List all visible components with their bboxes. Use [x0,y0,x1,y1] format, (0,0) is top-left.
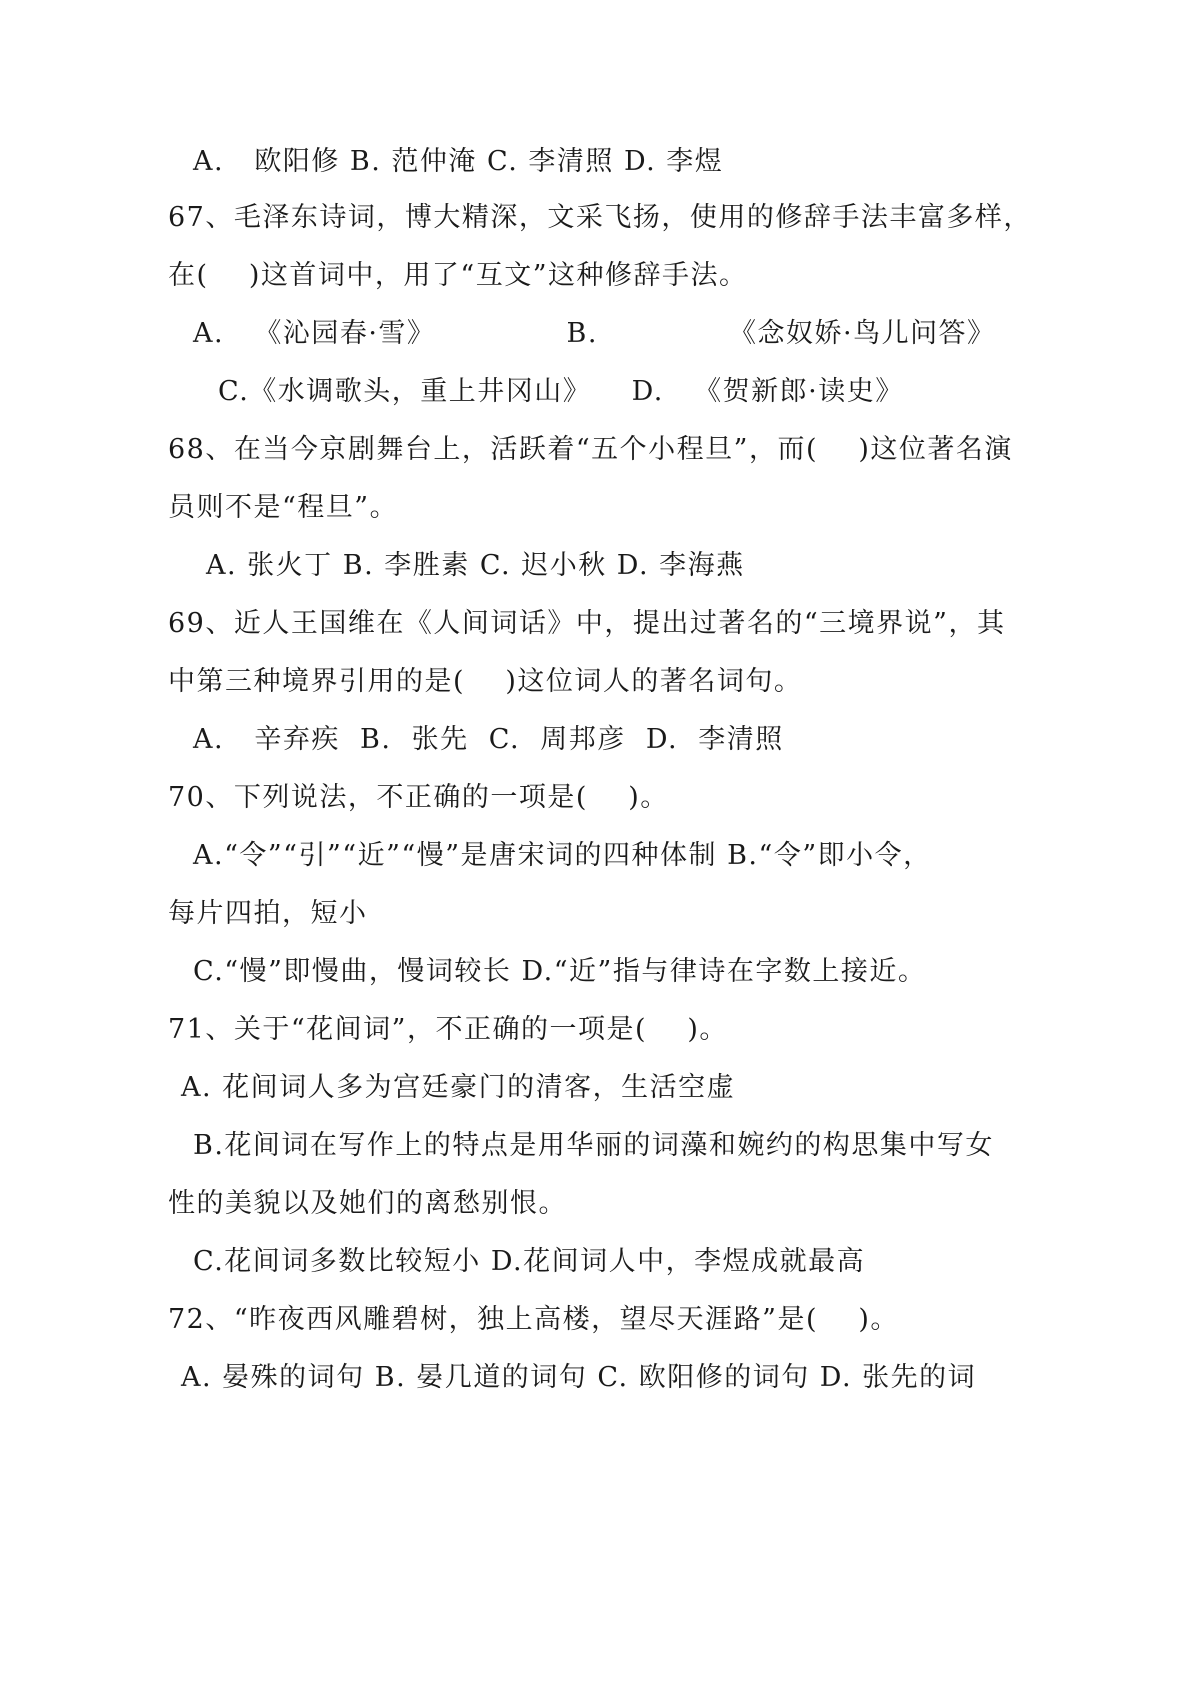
q70-stem: 70、下列说法，不正确的一项是( )。 [168,782,669,813]
q67-options-cd: C.《水调歌头，重上井冈山》 D. 《贺新郎·读史》 [218,376,904,407]
q68-stem-line-2: 员则不是“程旦”。 [168,492,399,523]
q67-stem-line-2: 在( )这首词中，用了“互文”这种修辞手法。 [168,260,748,291]
q72-options: A. 晏殊的词句 B. 晏几道的词句 C. 欧阳修的词句 D. 张先的词 [181,1362,977,1393]
q71-options-cd: C.花间词多数比较短小 D.花间词人中，李煜成就最高 [193,1246,866,1277]
q67-stem-line-1: 67、毛泽东诗词，博大精深，文采飞扬，使用的修辞手法丰富多样， [168,202,1032,233]
q69-options: A. 辛弃疾 B. 张先 C. 周邦彦 D. 李清照 [193,724,784,755]
q70-options-line-3: C.“慢”即慢曲，慢词较长 D.“近”指与律诗在字数上接近。 [193,956,927,987]
q66-options: A. 欧阳修 B. 范仲淹 C. 李清照 D. 李煜 [193,146,724,177]
q69-stem-line-1: 69、近人王国维在《人间词话》中，提出过著名的“三境界说”，其 [168,608,1006,639]
q71-option-b-line-2: 性的美貌以及她们的离愁别恨。 [168,1188,567,1219]
q71-option-b-line-1: B.花间词在写作上的特点是用华丽的词藻和婉约的构思集中写女 [193,1130,994,1161]
q71-option-a: A. 花间词人多为宫廷豪门的清客，生活空虚 [181,1072,736,1103]
q69-stem-line-2: 中第三种境界引用的是( )这位词人的著名词句。 [168,666,803,697]
q68-options: A. 张火丁 B. 李胜素 C. 迟小秋 D. 李海燕 [206,550,745,581]
q67-options-ab: A. 《沁园春·雪》 B. 《念奴娇·鸟儿问答》 [193,318,996,349]
q70-options-line-2: 每片四拍，短小 [168,898,368,929]
q68-stem-line-1: 68、在当今京剧舞台上，活跃着“五个小程旦”，而( )这位著名演 [168,434,1013,465]
q72-stem: 72、“昨夜西风雕碧树，独上高楼，望尽天涯路”是( )。 [168,1304,899,1335]
q71-stem: 71、关于“花间词”，不正确的一项是( )。 [168,1014,728,1045]
q70-options-line-1: A.“令”“引”“近”“慢”是唐宋词的四种体制 B.“令”即小令， [193,840,932,871]
